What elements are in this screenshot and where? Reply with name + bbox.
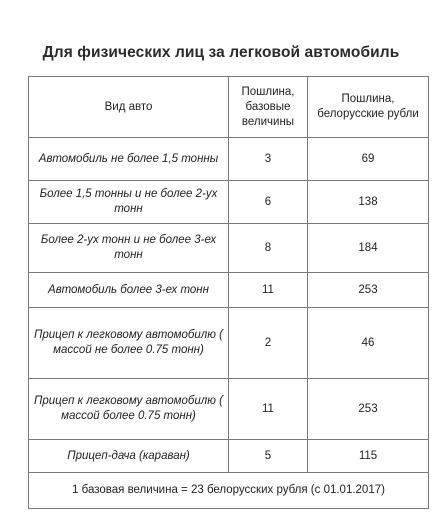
vehicle-type-cell: Прицеп к легковому автомобилю ( массой не более 0.75 тонн): [29, 308, 229, 379]
base-units-cell: 8: [229, 224, 308, 273]
table-row: [29, 273, 429, 308]
page-title: Для физических лиц за легковой автомобиль: [42, 44, 400, 61]
rubles-cell: 115: [308, 440, 429, 473]
base-units-cell: 6: [229, 181, 308, 224]
header-duty-base-units: Пошлина, базовые величины: [229, 77, 308, 138]
table-row: [29, 138, 429, 181]
base-units-cell: 3: [229, 138, 308, 181]
vehicle-type-cell: Прицеп к легковому автомобилю ( массой более 0.75 тонн): [29, 379, 229, 440]
rubles-cell: 184: [308, 224, 429, 273]
vehicle-type-cell: Автомобиль более 3-ех тонн: [29, 273, 229, 308]
rubles-cell: 138: [308, 181, 429, 224]
vehicle-type-cell: Прицеп-дача (караван): [29, 440, 229, 473]
vehicle-type-cell: Более 1,5 тонны и не более 2-ух тонн: [29, 181, 229, 224]
rubles-cell: 253: [308, 273, 429, 308]
header-duty-rubles: Пошлина, белорусские рубли: [308, 77, 429, 138]
base-units-cell: 11: [229, 379, 308, 440]
table-row: [29, 224, 429, 273]
rubles-cell: 46: [308, 308, 429, 379]
tariff-table: [28, 76, 429, 509]
vehicle-type-cell: Автомобиль не более 1,5 тонны: [29, 138, 229, 181]
table-row: [29, 181, 429, 224]
table-row: [29, 308, 429, 379]
table-row: [29, 440, 429, 473]
table-header-row: [29, 77, 429, 138]
vehicle-type-cell: Более 2-ух тонн и не более 3-ех тонн: [29, 224, 229, 273]
rubles-cell: 69: [308, 138, 429, 181]
footnote-cell: 1 базовая величина = 23 белорусских рубля (с 01.01.2017): [29, 473, 429, 509]
base-units-cell: 2: [229, 308, 308, 379]
base-units-cell: 11: [229, 273, 308, 308]
base-units-cell: 5: [229, 440, 308, 473]
rubles-cell: 253: [308, 379, 429, 440]
table-row: [29, 379, 429, 440]
header-vehicle-type: Вид авто: [29, 77, 229, 138]
table-footnote-row: [29, 473, 429, 509]
